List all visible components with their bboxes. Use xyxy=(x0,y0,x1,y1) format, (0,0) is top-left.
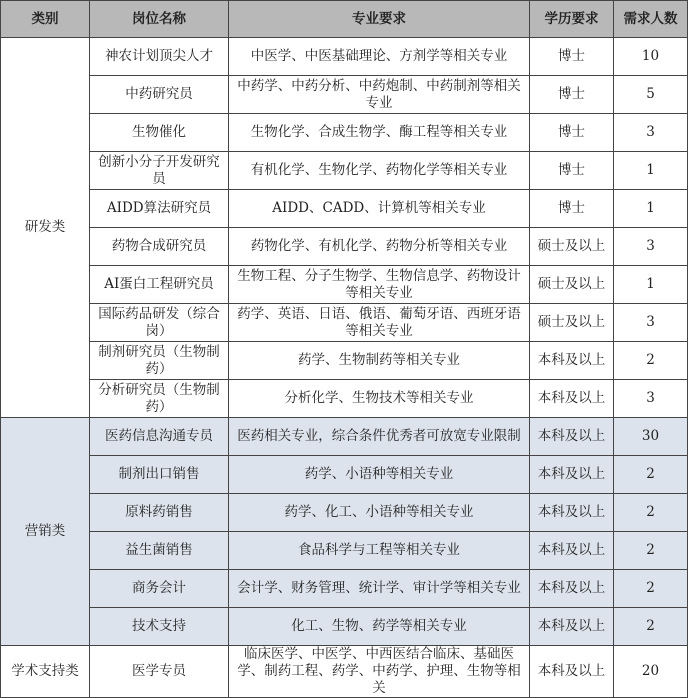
count-cell: 10 xyxy=(614,38,688,76)
count-cell: 1 xyxy=(614,190,688,228)
count-cell: 3 xyxy=(614,228,688,266)
position-cell: 创新小分子开发研究员 xyxy=(90,152,229,190)
header-education: 学历要求 xyxy=(530,1,614,38)
header-category: 类别 xyxy=(1,1,90,38)
major-cell: 药学、英语、日语、俄语、葡萄牙语、西班牙语等相关专业 xyxy=(229,304,530,342)
count-cell: 20 xyxy=(614,646,688,698)
education-cell: 本科及以上 xyxy=(530,494,614,532)
table-row xyxy=(1,190,688,228)
education-cell: 硕士及以上 xyxy=(530,304,614,342)
count-cell: 2 xyxy=(614,494,688,532)
header-major: 专业要求 xyxy=(229,1,530,38)
count-cell: 30 xyxy=(614,418,688,456)
position-cell: 制剂出口销售 xyxy=(90,456,229,494)
education-cell: 博士 xyxy=(530,152,614,190)
table-row xyxy=(1,228,688,266)
count-cell: 1 xyxy=(614,152,688,190)
major-cell: 中药学、中药分析、中药炮制、中药制剂等相关专业 xyxy=(229,76,530,114)
table-row xyxy=(1,304,688,342)
count-cell: 3 xyxy=(614,304,688,342)
position-cell: 分析研究员（生物制药） xyxy=(90,380,229,418)
position-cell: 生物催化 xyxy=(90,114,229,152)
education-cell: 博士 xyxy=(530,38,614,76)
count-cell: 1 xyxy=(614,266,688,304)
education-cell: 本科及以上 xyxy=(530,456,614,494)
education-cell: 博士 xyxy=(530,114,614,152)
count-cell: 2 xyxy=(614,532,688,570)
position-cell: 神农计划顶尖人才 xyxy=(90,38,229,76)
major-cell: 有机化学、生物化学、药物化学等相关专业 xyxy=(229,152,530,190)
table-row xyxy=(1,38,688,76)
position-cell: AI蛋白工程研究员 xyxy=(90,266,229,304)
major-cell: 中医学、中医基础理论、方剂学等相关专业 xyxy=(229,38,530,76)
major-cell: 分析化学、生物技术等相关专业 xyxy=(229,380,530,418)
position-cell: 药物合成研究员 xyxy=(90,228,229,266)
count-cell: 2 xyxy=(614,342,688,380)
education-cell: 硕士及以上 xyxy=(530,228,614,266)
header-position: 岗位名称 xyxy=(90,1,229,38)
table-row xyxy=(1,342,688,380)
table-row xyxy=(1,380,688,418)
education-cell: 本科及以上 xyxy=(530,532,614,570)
table-row xyxy=(1,266,688,304)
major-cell: 药学、生物制药等相关专业 xyxy=(229,342,530,380)
major-cell: 化工、生物、药学等相关专业 xyxy=(229,608,530,646)
category-cell-marketing: 营销类 xyxy=(1,418,90,646)
education-cell: 本科及以上 xyxy=(530,380,614,418)
major-cell: 会计学、财务管理、统计学、审计学等相关专业 xyxy=(229,570,530,608)
position-cell: 医学专员 xyxy=(90,646,229,698)
table-row xyxy=(1,532,688,570)
count-cell: 2 xyxy=(614,456,688,494)
table-row xyxy=(1,494,688,532)
position-cell: 益生菌销售 xyxy=(90,532,229,570)
count-cell: 3 xyxy=(614,380,688,418)
major-cell: 生物化学、合成生物学、酶工程等相关专业 xyxy=(229,114,530,152)
table-row xyxy=(1,114,688,152)
table-row xyxy=(1,418,688,456)
position-cell: 技术支持 xyxy=(90,608,229,646)
count-cell: 2 xyxy=(614,570,688,608)
major-cell: 临床医学、中医学、中西医结合临床、基础医学、制药工程、药学、中药学、护理、生物等相关 xyxy=(229,646,530,698)
education-cell: 博士 xyxy=(530,190,614,228)
count-cell: 5 xyxy=(614,76,688,114)
major-cell: 生物工程、分子生物学、生物信息学、药物设计等相关专业 xyxy=(229,266,530,304)
major-cell: 药学、小语种等相关专业 xyxy=(229,456,530,494)
table-row xyxy=(1,456,688,494)
table-row xyxy=(1,608,688,646)
position-cell: 国际药品研发（综合岗） xyxy=(90,304,229,342)
education-cell: 本科及以上 xyxy=(530,646,614,698)
education-cell: 博士 xyxy=(530,76,614,114)
major-cell: 食品科学与工程等相关专业 xyxy=(229,532,530,570)
major-cell: 药学、化工、小语种等相关专业 xyxy=(229,494,530,532)
table-row xyxy=(1,152,688,190)
count-cell: 3 xyxy=(614,114,688,152)
position-cell: 医药信息沟通专员 xyxy=(90,418,229,456)
category-cell-rd: 研发类 xyxy=(1,38,90,418)
education-cell: 硕士及以上 xyxy=(530,266,614,304)
education-cell: 本科及以上 xyxy=(530,570,614,608)
education-cell: 本科及以上 xyxy=(530,342,614,380)
header-row xyxy=(1,1,688,38)
category-cell-academic: 学术支持类 xyxy=(1,646,90,698)
table-row xyxy=(1,646,688,698)
table-row xyxy=(1,570,688,608)
table-row xyxy=(1,76,688,114)
position-cell: 制剂研究员（生物制药） xyxy=(90,342,229,380)
major-cell: 医药相关专业，综合条件优秀者可放宽专业限制 xyxy=(229,418,530,456)
position-cell: AIDD算法研究员 xyxy=(90,190,229,228)
education-cell: 本科及以上 xyxy=(530,418,614,456)
major-cell: AIDD、CADD、计算机等相关专业 xyxy=(229,190,530,228)
major-cell: 药物化学、有机化学、药物分析等相关专业 xyxy=(229,228,530,266)
education-cell: 本科及以上 xyxy=(530,608,614,646)
position-cell: 原料药销售 xyxy=(90,494,229,532)
count-cell: 2 xyxy=(614,608,688,646)
header-count: 需求人数 xyxy=(614,1,688,38)
position-cell: 商务会计 xyxy=(90,570,229,608)
position-cell: 中药研究员 xyxy=(90,76,229,114)
